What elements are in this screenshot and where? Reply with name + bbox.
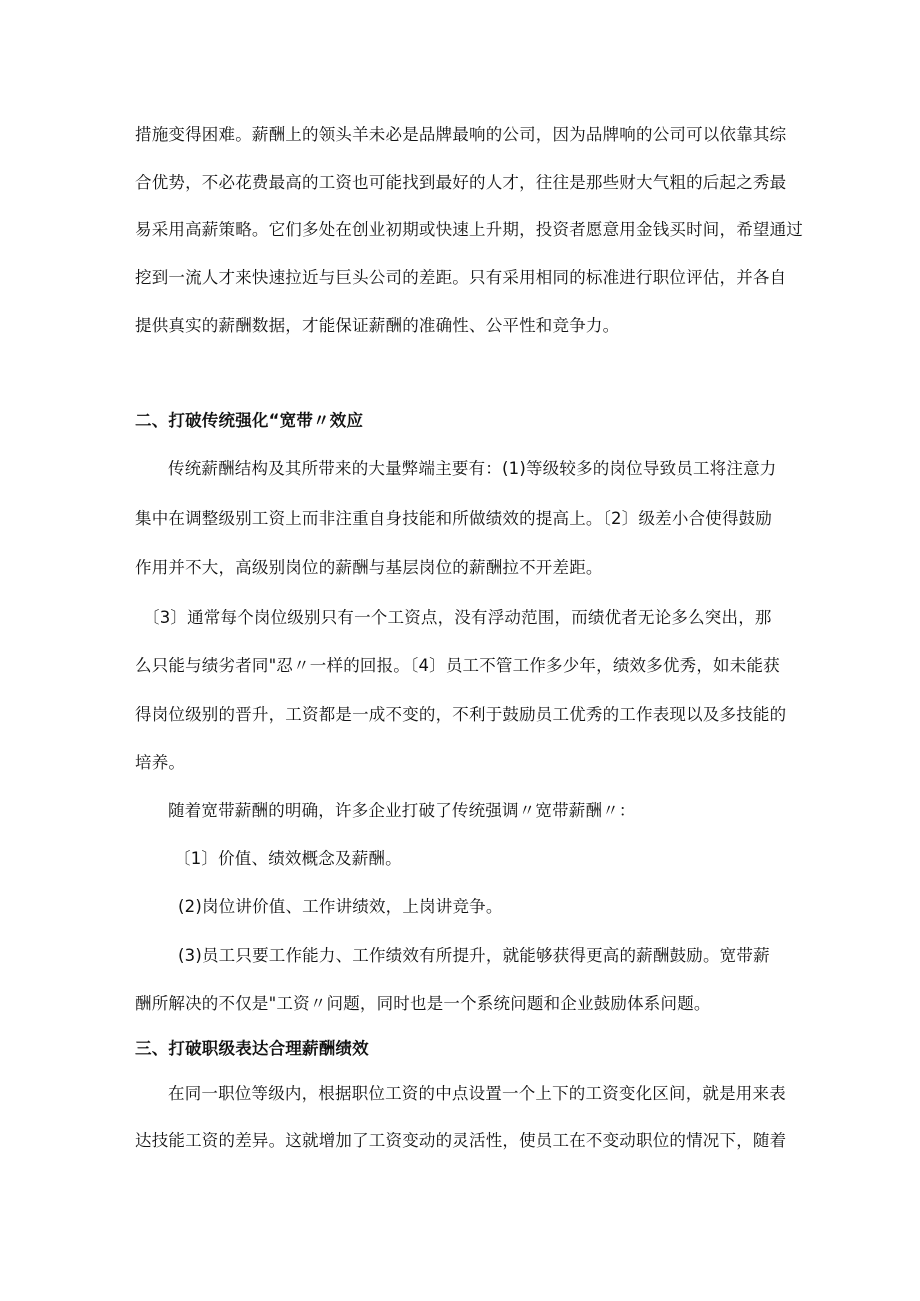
section3-para-line-1: 在同一职位等级内，根据职位工资的中点设置一个上下的工资变化区间，就是用来表	[168, 1084, 786, 1103]
section2-item-1: 〔1〕价值、绩效概念及薪酬。	[174, 849, 402, 868]
section2-para-a-line-2: 集中在调整级别工资上而非注重自身技能和所做绩效的提高上。〔2〕级差小合使得鼓励	[135, 509, 773, 528]
section2-item-2: (2)岗位讲价值、工作讲绩效，上岗讲竞争。	[178, 897, 503, 916]
section2-para-b-line-1: 〔3〕通常每个岗位级别只有一个工资点，没有浮动范围，而绩优者无论多么突出，那	[143, 608, 772, 627]
paragraph1-line-3: 易采用高薪策略。它们多处在创业初期或快速上升期，投资者愿意用金钱买时间，希望通过	[135, 220, 803, 239]
paragraph1-line-4: 挖到一流人才来快速拉近与巨头公司的差距。只有采用相同的标准进行职位评估，并各自	[135, 268, 787, 287]
section2-para-b-line-2: 么只能与绩劣者同"忍〃一样的回报。〔4〕员工不管工作多少年，绩效多优秀，如未能获	[135, 656, 780, 675]
section2-para-b-line-4: 培养。	[135, 753, 186, 772]
section2-para-a-line-1: 传统薪酬结构及其所带来的大量弊端主要有：(1)等级较多的岗位导致员工将注意力	[168, 459, 777, 478]
section2-para-a-line-3: 作用并不大，高级别岗位的薪酬与基层岗位的薪酬拉不开差距。	[135, 558, 603, 577]
section2-para-b-line-3: 得岗位级别的晋升，工资都是一成不变的，不利于鼓励员工优秀的工作表现以及多技能的	[135, 705, 787, 724]
section3-heading: 三、打破职级表达合理薪酬绩效	[135, 1039, 369, 1058]
section2-para-c: 随着宽带薪酬的明确，许多企业打破了传统强调〃宽带薪酬〃：	[168, 801, 636, 820]
paragraph1-line-2: 合优势，不必花费最高的工资也可能找到最好的人才，往往是那些财大气粗的后起之秀最	[135, 173, 787, 192]
section2-item-3-line-1: (3)员工只要工作能力、工作绩效有所提升，就能够获得更高的薪酬鼓励。宽带薪	[178, 946, 770, 965]
section2-heading: 二、打破传统强化“宽带〃效应	[135, 411, 364, 430]
section2-item-3-line-2: 酬所解决的不仅是"工资〃问题，同时也是一个系统问题和企业鼓励体系问题。	[135, 994, 711, 1013]
paragraph1-line-1: 措施变得困难。薪酬上的领头羊未必是品牌最响的公司，因为品牌响的公司可以依靠其综	[135, 125, 787, 144]
paragraph1-line-5: 提供真实的薪酬数据，才能保证薪酬的准确性、公平性和竞争力。	[135, 316, 620, 335]
section3-para-line-2: 达技能工资的差异。这就增加了工资变动的灵活性，使员工在不变动职位的情况下，随着	[135, 1131, 787, 1150]
